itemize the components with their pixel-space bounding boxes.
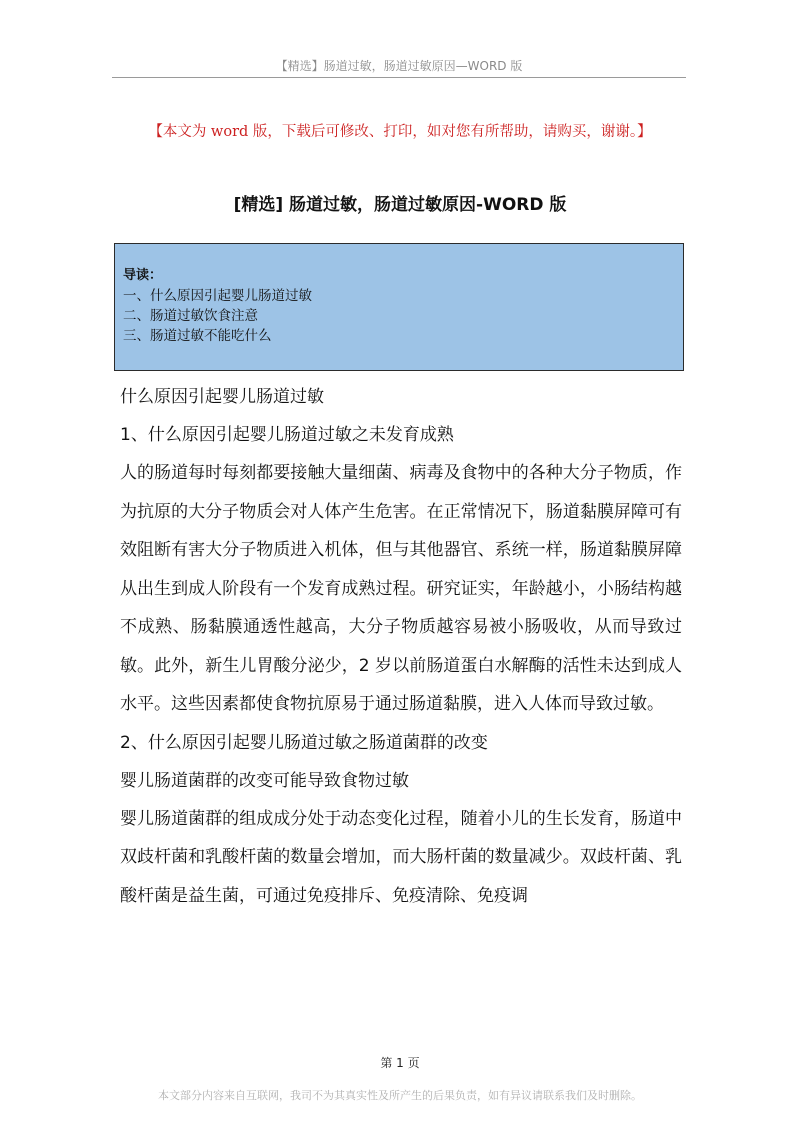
guide-box [114, 243, 684, 371]
guide-item: 二、肠道过敏饮食注意 [123, 308, 258, 324]
guide-label: 导读： [123, 268, 163, 283]
document-body [120, 378, 682, 915]
section2-subtitle: 婴儿肠道菌群的改变可能导致食物过敏 [120, 770, 409, 791]
guide-item: 三、肠道过敏不能吃什么 [123, 328, 272, 344]
section1-paragraph: 人的肠道每时每刻都要接触大量细菌、病毒及食物中的各种大分子物质，作为抗原的大分子物质会对人体产生危害。在正常情况下，肠道黏膜屏障可有效阻断有害大分子物质进入机体，但与其他器官、系统一样，肠道黏膜屏障从出生到成人阶段有一个发育成熟过程。研究证实，年龄越小，小肠结构越不成熟、肠黏膜通透性越高，大分子物质越容易被小肠吸收，从而导致过敏。此外，新生儿胃酸分泌少，2 岁以前肠道蛋白水解酶的活性未达到成人水平。这些因素都使食物抗原易于通过肠道黏膜，进入人体而导致过敏。 [120, 463, 682, 714]
page-header: 【精选】肠道过敏，肠道过敏原因—WORD 版 [275, 59, 523, 73]
document-title: [精选] 肠道过敏，肠道过敏原因-WORD 版 [233, 195, 567, 215]
section1-title: 1、什么原因引起婴儿肠道过敏之未发育成熟 [120, 425, 454, 445]
footer-disclaimer: 本文部分内容来自互联网，我司不为其真实性及所产生的后果负责，如有异议请联系我们及时删除。 [158, 1089, 642, 1102]
section-heading: 什么原因引起婴儿肠道过敏 [120, 387, 324, 407]
section2-paragraph: 婴儿肠道菌群的组成成分处于动态变化过程，随着小儿的生长发育，肠道中双歧杆菌和乳酸杆菌的数量会增加，而大肠杆菌的数量减少。双歧杆菌、乳酸杆菌是益生菌，可通过免疫排斥、免疫清除、免疫调 [120, 808, 682, 906]
guide-item: 一、什么原因引起婴儿肠道过敏 [123, 288, 312, 304]
section2-title: 2、什么原因引起婴儿肠道过敏之肠道菌群的改变 [120, 732, 488, 753]
header-divider [112, 77, 686, 78]
page-number: 第 1 页 [380, 1056, 420, 1070]
purchase-notice: 【本文为 word 版，下载后可修改、打印，如对您有所帮助，请购买，谢谢。】 [148, 124, 652, 140]
